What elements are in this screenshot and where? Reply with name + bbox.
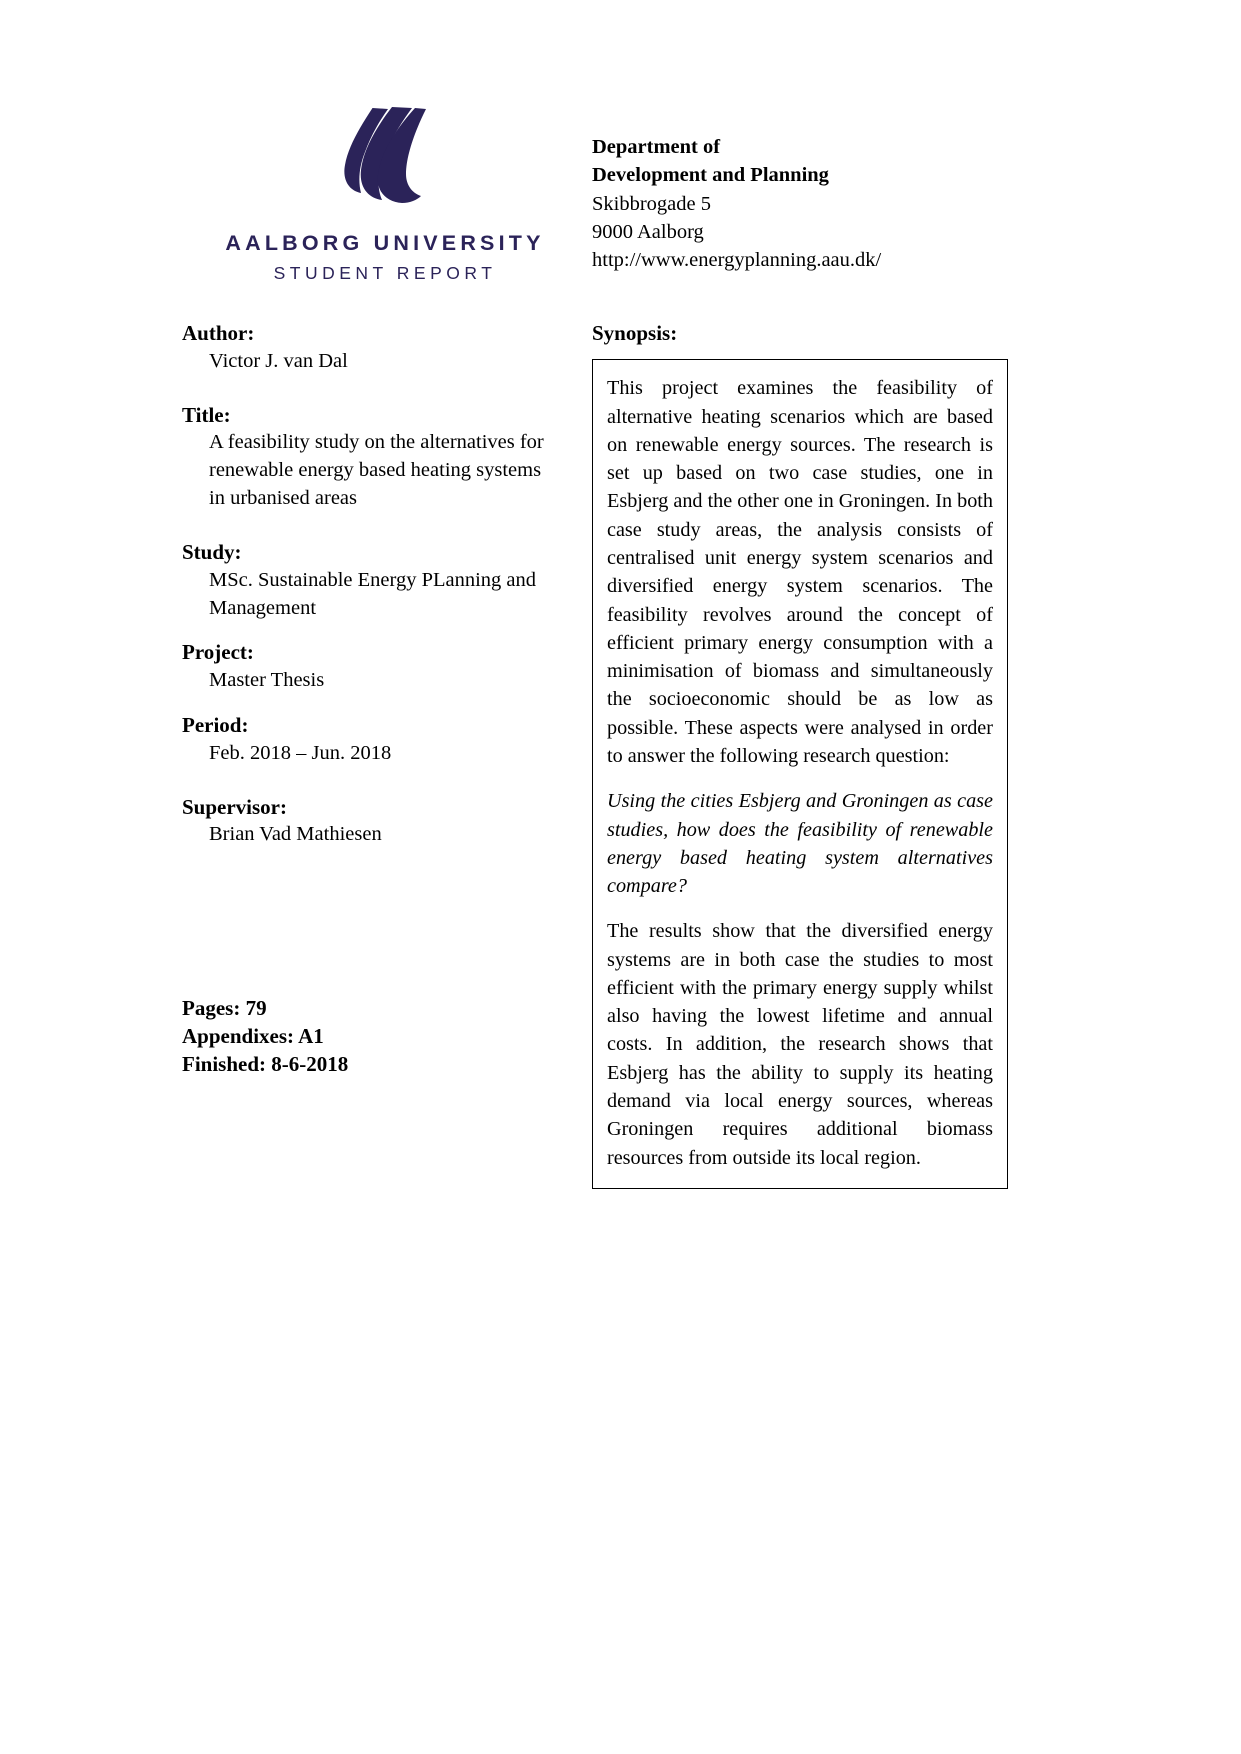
supervisor-label: Supervisor:: [182, 794, 287, 819]
meta-group-period: [182, 712, 552, 768]
report-counts-block: [182, 995, 552, 1079]
pages-count: Pages: 79: [182, 996, 267, 1020]
aau-university-wordmark: AALBORG UNIVERSITY: [225, 231, 545, 255]
project-value: Master Thesis: [209, 669, 325, 692]
report-metadata-column: [182, 320, 552, 875]
department-street: Skibbrogade 5: [592, 192, 711, 215]
synopsis-paragraph-2: The results show that the diversified energy systems are in both case the studies to most efficient with the primary energy supply whilst also having the lowest lifetime and annual costs. In addition, the research shows that Esbjerg has the ability to supply its heating demand via local energy sources, whereas Groningen requires additional biomass resources from outside its local region.: [607, 920, 993, 1169]
meta-group-study: [182, 539, 552, 622]
synopsis-box: [592, 359, 1008, 1189]
department-address-block: [592, 133, 1022, 274]
page-header: [0, 0, 1241, 300]
department-line1: Department of: [592, 136, 721, 158]
synopsis-research-question: Using the cities Esbjerg and Groningen as case studies, how does the feasibility of renewable energy based heating system alternatives compare?: [607, 790, 993, 898]
meta-group-project: [182, 639, 552, 695]
meta-group-supervisor: [182, 794, 552, 850]
department-url[interactable]: http://www.energyplanning.aau.dk/: [592, 249, 882, 272]
department-line2: Development and Planning: [592, 164, 829, 187]
synopsis-paragraph-1: This project examines the feasibility of alternative heating scenarios which are based on renewable energy sources. The research is set up based on two case studies, one in Esbjerg and the other one in Groningen. In both case study areas, the analysis consists of centralised unit energy system scenarios and diversified energy system scenarios. The feasibility revolves around the concept of efficient primary energy consumption with a minimisation of biomass and simultaneously the socioeconomic should be as low as possible. These aspects were analysed in order to answer the following research question:: [607, 377, 993, 767]
project-label: Project:: [182, 640, 254, 665]
aau-logo-block: [185, 105, 585, 283]
author-value: Victor J. van Dal: [209, 349, 348, 372]
meta-group-author: [182, 320, 552, 376]
supervisor-value: Brian Vad Mathiesen: [209, 823, 382, 846]
appendixes-count: Appendixes: A1: [182, 1023, 324, 1048]
study-value: MSc. Sustainable Energy PLanning and Management: [209, 568, 537, 619]
aau-student-report-label: STUDENT REPORT: [273, 262, 497, 283]
finished-date: Finished: 8-6-2018: [182, 1051, 349, 1076]
department-city: 9000 Aalborg: [592, 220, 704, 243]
meta-group-title: [182, 402, 552, 513]
synopsis-column: [592, 320, 1008, 1189]
synopsis-heading: Synopsis:: [592, 321, 678, 345]
period-value: Feb. 2018 – Jun. 2018: [209, 741, 392, 764]
title-label: Title:: [182, 402, 231, 427]
author-label: Author:: [182, 321, 255, 345]
aau-swoosh-logo-icon: [320, 105, 450, 215]
study-label: Study:: [182, 539, 242, 564]
title-value: A feasibility study on the alternatives for renewable energy based heating systems in urbanised areas: [209, 431, 544, 510]
period-label: Period:: [182, 713, 249, 737]
